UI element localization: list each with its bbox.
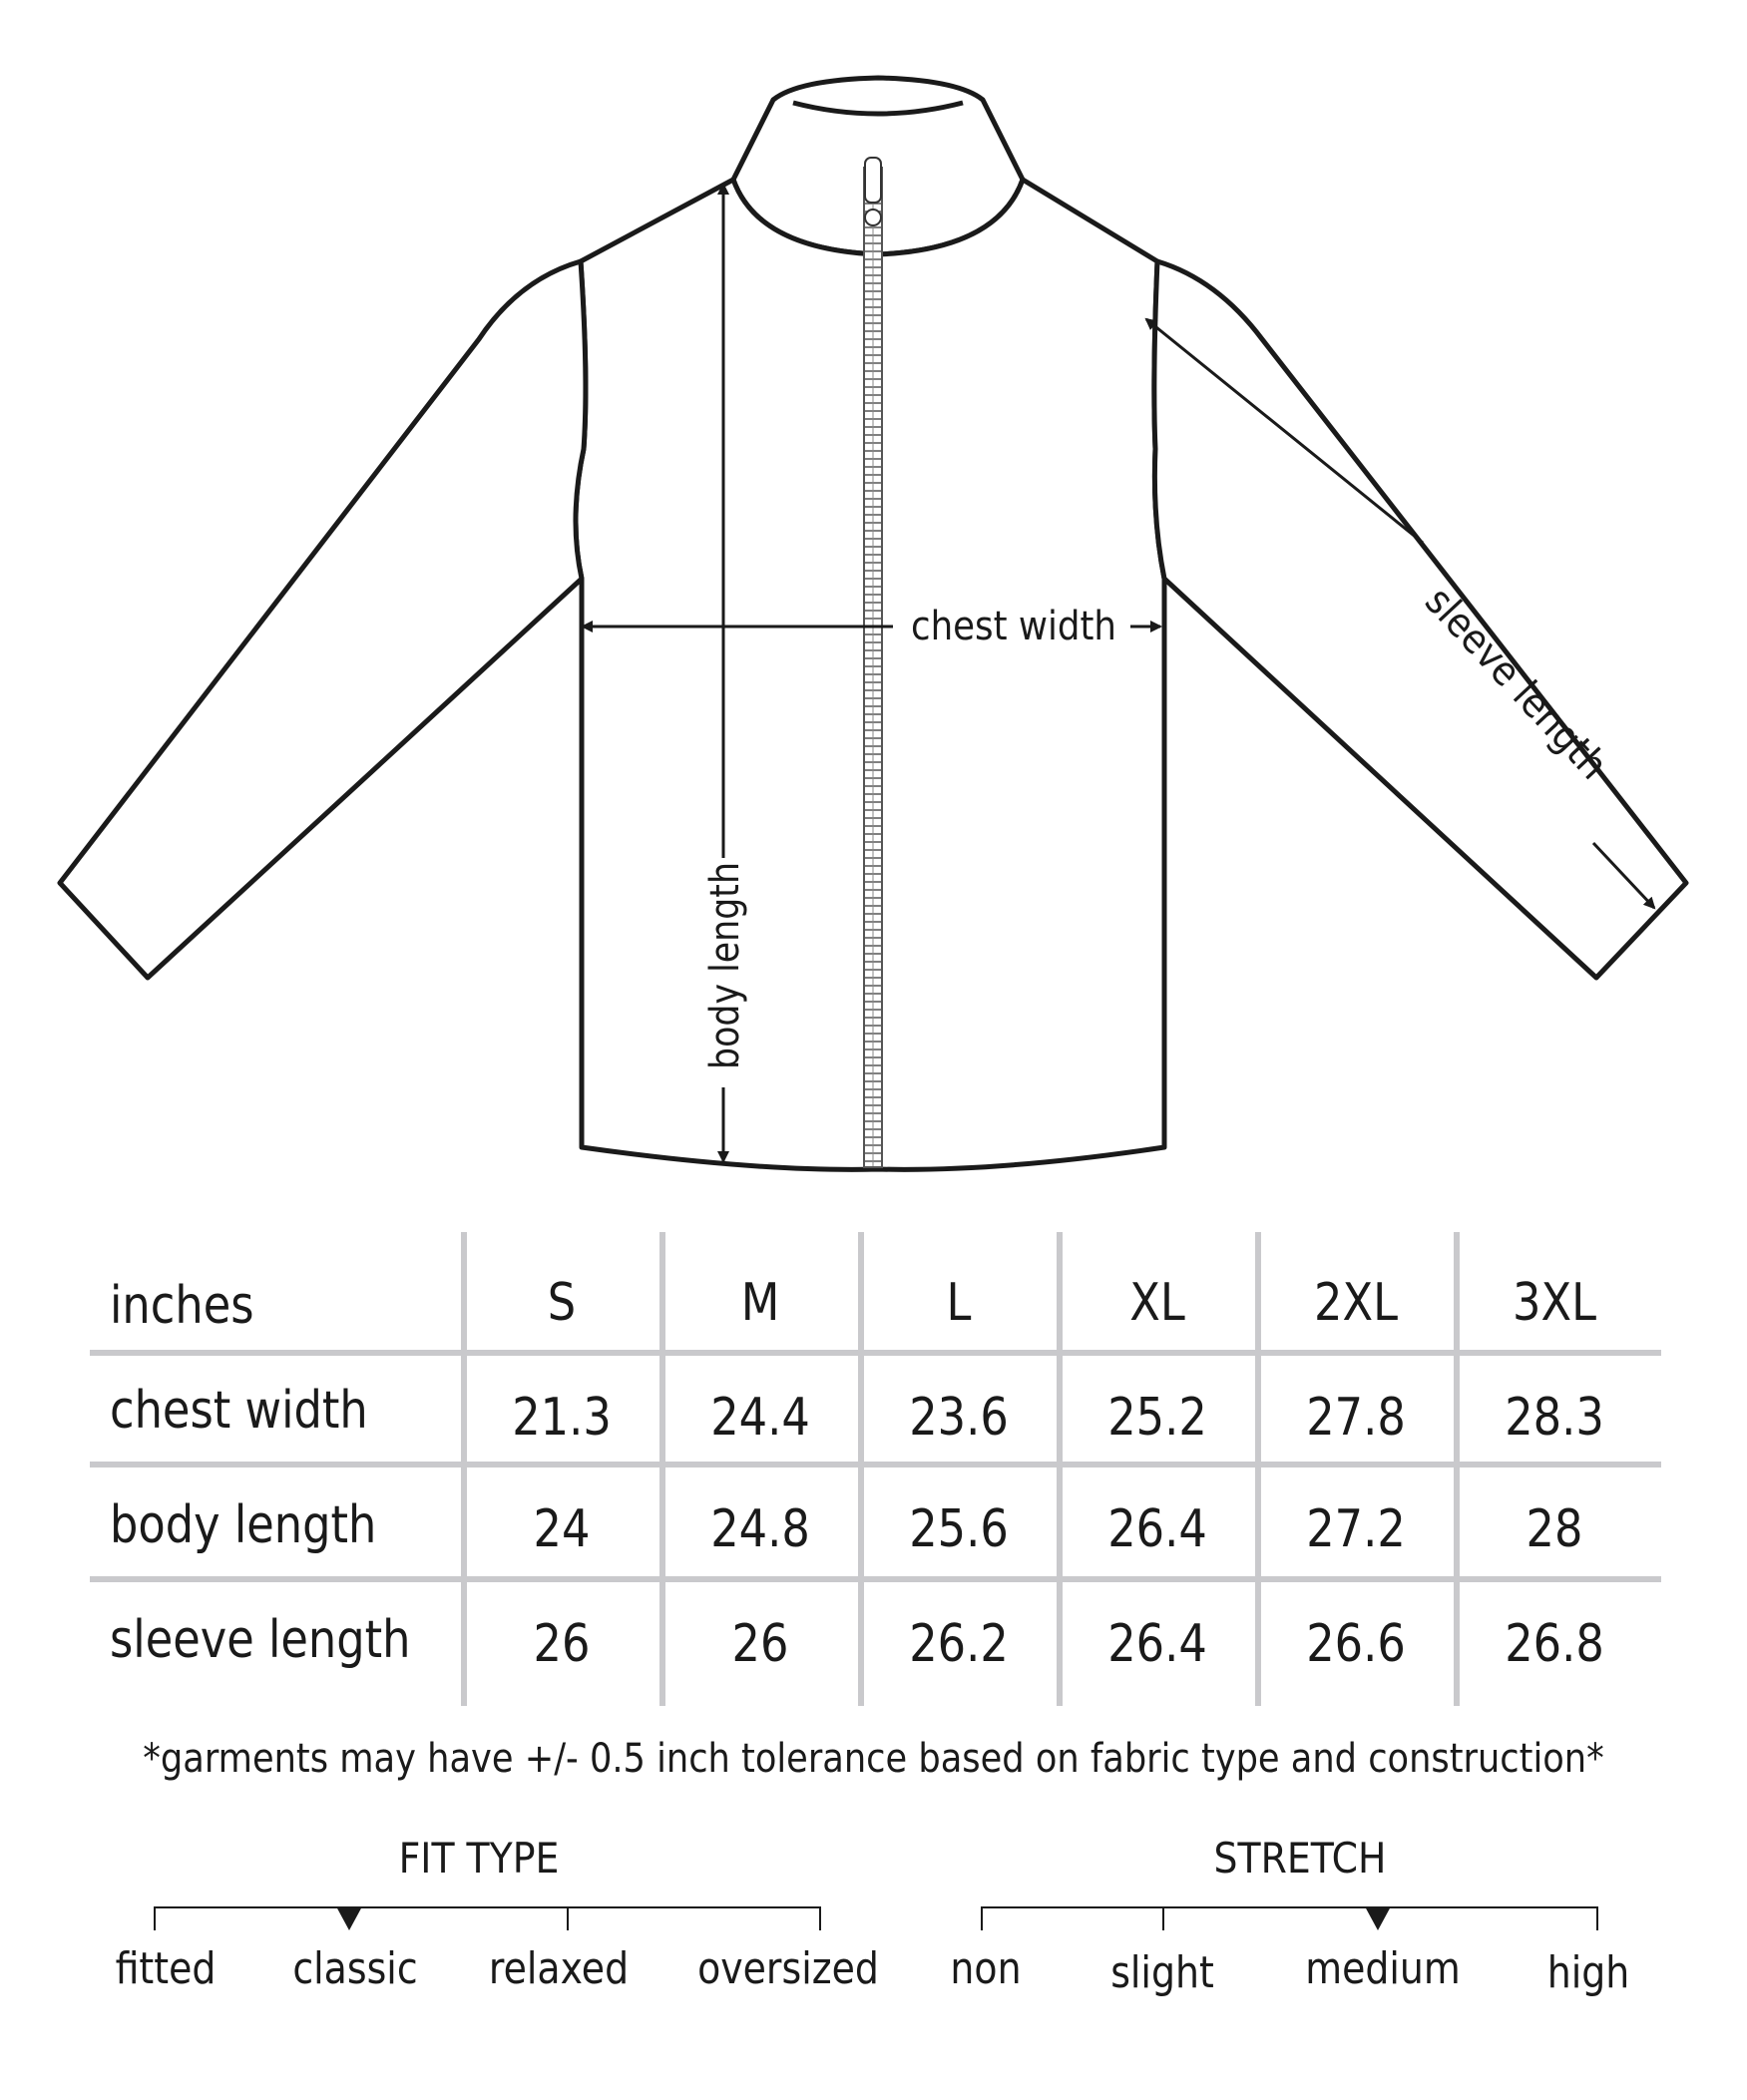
table-cell: 27.8	[1306, 1388, 1406, 1448]
table-cell: 26	[731, 1614, 789, 1674]
table-divider	[90, 1350, 1661, 1356]
fit-type-selected-marker	[336, 1906, 362, 1930]
row-label-sleeve-length: sleeve length	[110, 1610, 411, 1670]
stretch-option-non: non	[950, 1943, 1022, 1994]
fit-type-tick	[154, 1906, 156, 1930]
table-cell: 26	[533, 1614, 591, 1674]
stretch-option-medium: medium	[1305, 1943, 1461, 1994]
stretch-tick	[981, 1906, 983, 1930]
table-cell: 28	[1526, 1499, 1583, 1559]
table-cell: 27.2	[1306, 1499, 1406, 1559]
row-label-chest-width: chest width	[110, 1381, 368, 1441]
stretch-tick	[1162, 1906, 1164, 1930]
fit-type-line	[155, 1906, 821, 1908]
size-table	[90, 1232, 1661, 1706]
tolerance-note: *garments may have +/- 0.5 inch tolerance based on fabric type and construction*	[143, 1736, 1604, 1782]
table-cell: 26.8	[1505, 1614, 1604, 1674]
table-divider	[90, 1576, 1661, 1582]
stretch-option-high: high	[1546, 1947, 1630, 1998]
size-header-s: S	[547, 1273, 577, 1333]
fit-type-option-oversized: oversized	[697, 1943, 879, 1994]
table-cell: 26.4	[1107, 1614, 1207, 1674]
table-column-divider	[1454, 1232, 1460, 1706]
fit-type-option-fitted: fitted	[115, 1943, 217, 1994]
table-cell: 26.2	[909, 1614, 1009, 1674]
table-cell: 25.2	[1107, 1388, 1207, 1448]
stretch-title: STRETCH	[1213, 1834, 1387, 1883]
table-cell: 23.6	[909, 1388, 1009, 1448]
table-column-divider	[1255, 1232, 1261, 1706]
table-divider	[90, 1462, 1661, 1468]
row-label-body-length: body length	[110, 1495, 377, 1555]
size-header-l: L	[946, 1273, 972, 1333]
chest-width-label: chest width	[911, 604, 1116, 649]
size-header-xl: XL	[1129, 1273, 1185, 1333]
zipper-pull-icon	[865, 158, 881, 203]
stretch-option-slight: slight	[1110, 1947, 1214, 1998]
fit-type-option-classic: classic	[292, 1943, 418, 1994]
size-header-m: M	[740, 1273, 780, 1333]
stretch-tick	[1596, 1906, 1598, 1930]
table-cell: 21.3	[512, 1388, 612, 1448]
table-cell: 26.4	[1107, 1499, 1207, 1559]
table-column-divider	[461, 1232, 467, 1706]
table-cell: 24.4	[710, 1388, 810, 1448]
table-column-divider	[1057, 1232, 1063, 1706]
stretch-line	[982, 1906, 1598, 1908]
table-cell: 28.3	[1505, 1388, 1604, 1448]
fit-type-option-relaxed: relaxed	[488, 1943, 630, 1994]
fit-type-tick	[819, 1906, 821, 1930]
fit-type-title: FIT TYPE	[398, 1834, 560, 1883]
table-column-divider	[858, 1232, 864, 1706]
stretch-selected-marker	[1365, 1906, 1391, 1930]
table-column-divider	[659, 1232, 665, 1706]
unit-header: inches	[110, 1276, 254, 1336]
fit-type-tick	[567, 1906, 569, 1930]
zipper	[864, 158, 882, 1167]
table-cell: 25.6	[909, 1499, 1009, 1559]
table-cell: 24	[533, 1499, 591, 1559]
body-length-label: body length	[702, 830, 748, 1069]
table-cell: 26.6	[1306, 1614, 1406, 1674]
table-cell: 24.8	[710, 1499, 810, 1559]
sleeve-length-label: sleeve length	[1416, 578, 1633, 807]
size-header-2xl: 2XL	[1313, 1273, 1399, 1333]
size-header-3xl: 3XL	[1512, 1273, 1597, 1333]
